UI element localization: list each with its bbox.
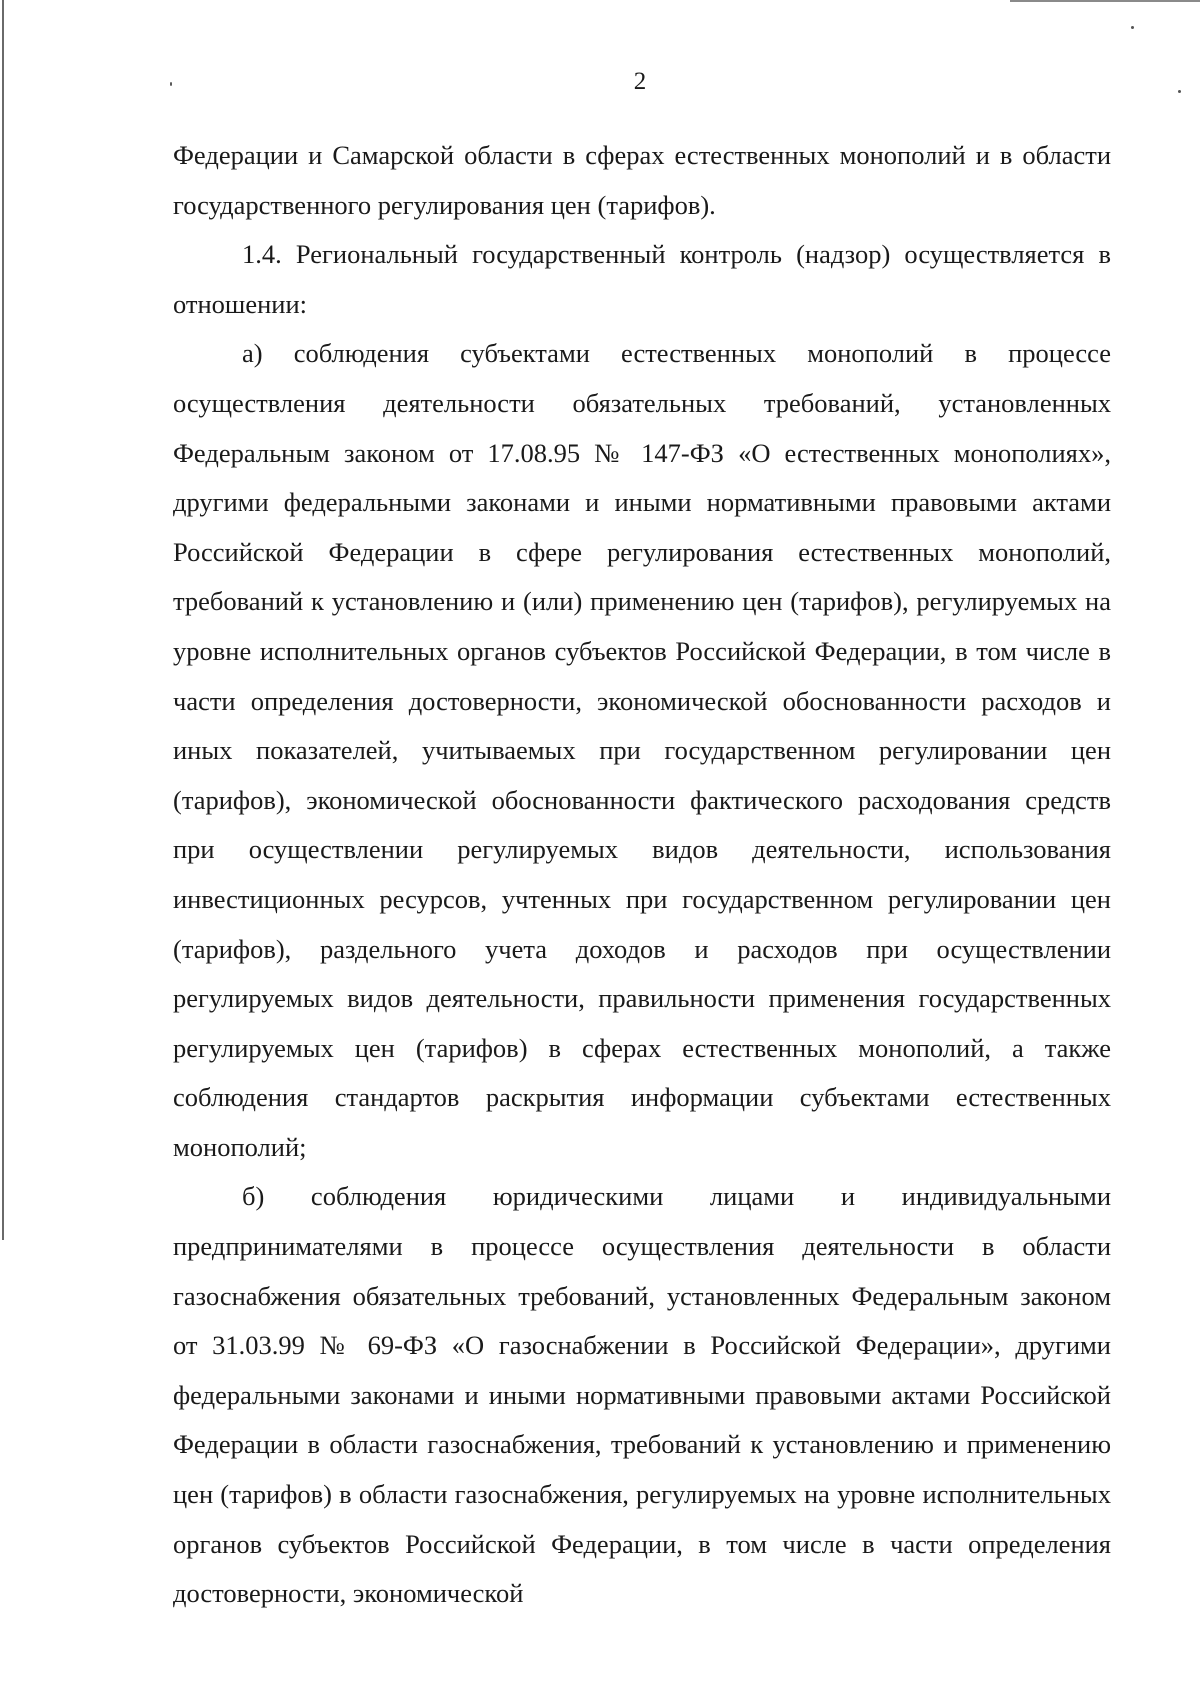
scan-edge-left bbox=[2, 0, 4, 1240]
scan-speck bbox=[1131, 26, 1134, 29]
paragraph-item-b: б) соблюдения юридическими лицами и индивидуальными предпринимателями в процессе осуществления деятельности в области газоснабжения обязательных требований, установленных Федеральным законом от 31.03.99 № 69-ФЗ «О газоснабжении в Российской Федерации», другими федеральными законами и иными нормативными правовыми актами Российской Федерации в области газоснабжения, требований к установлению и применению цен (тарифов) в области газоснабжения, регулируемых на уровне исполнительных органов субъектов Российской Федерации, в том числе в части определения достоверности, экономической bbox=[173, 1181, 1111, 1609]
document-body bbox=[173, 131, 1111, 1619]
paragraph-1-4: 1.4. Региональный государственный контроль (надзор) осуществляется в отношении: bbox=[173, 239, 1111, 319]
page-number-text: 2 bbox=[633, 68, 647, 95]
scan-edge-top bbox=[1010, 0, 1200, 2]
paragraph-item-a: а) соблюдения субъектами естественных монополий в процессе осуществления деятельности обязательных требований, установленных Федеральным законом от 17.08.95 № 147-ФЗ «О естественных монополиях», другими федеральными законами и иными нормативными правовыми актами Российской Федерации в сфере регулирования естественных монополий, требований к установлению и (или) применению цен (тарифов), регулируемых на уровне исполнительных органов субъектов Российской Федерации, в том числе в части определения достоверности, экономической обоснованности расходов и иных показателей, учитываемых при государственном регулировании цен (тарифов), экономической обоснованности фактического расходования средств при осуществлении регулируемых видов деятельности, использования инвестиционных ресурсов, учтенных при государственном регулировании цен (тарифов), раздельного учета доходов и расходов при осуществлении регулируемых видов деятельности, правильности применения государственных регулируемых цен (тарифов) в сферах естественных монополий, а также соблюдения стандартов раскрытия информации субъектами естественных монополий; bbox=[173, 338, 1111, 1162]
page-number bbox=[0, 68, 1200, 96]
paragraph-intro-continuation: Федерации и Самарской области в сферах естественных монополий и в области государственного регулирования цен (тарифов). bbox=[173, 140, 1111, 220]
